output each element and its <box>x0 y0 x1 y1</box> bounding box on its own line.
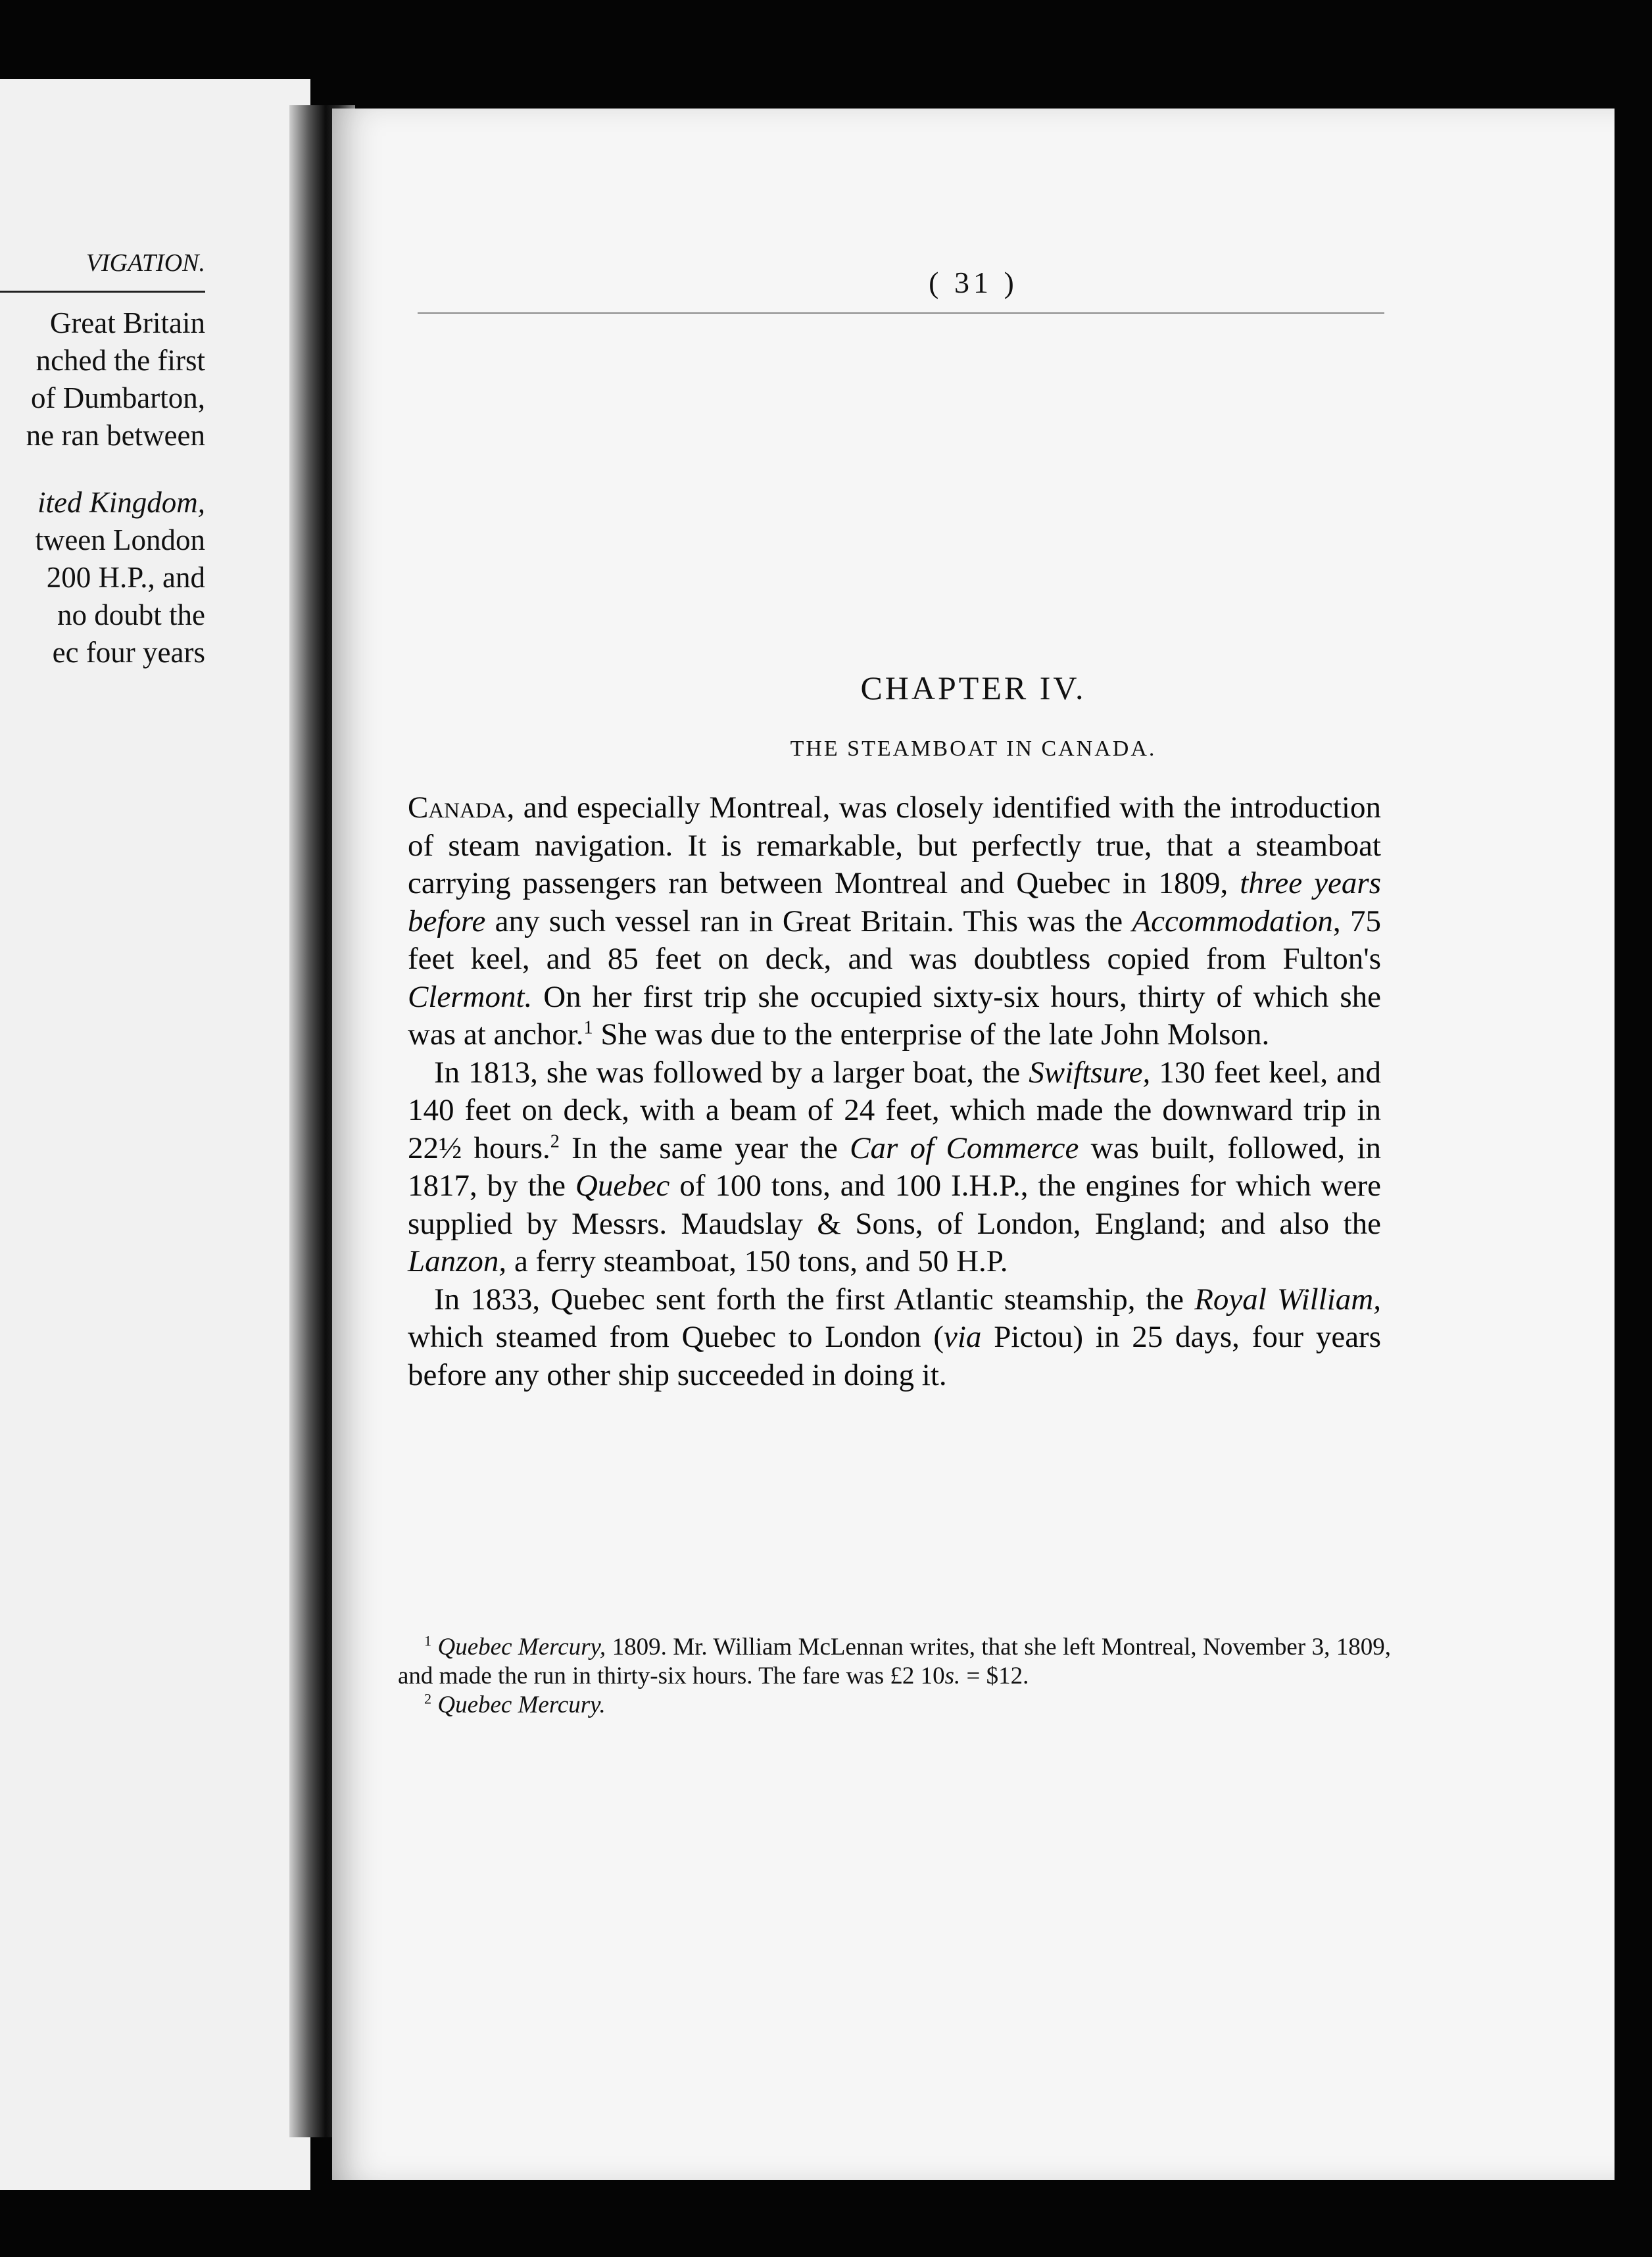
left-text-line: of Dumbarton, <box>31 381 205 414</box>
italic-run: s. <box>944 1662 961 1689</box>
italic-run: Quebec Mercury, <box>437 1634 606 1661</box>
footnote-mark: 2 <box>424 1690 432 1707</box>
text-run: which steamed from Quebec to London ( <box>408 1320 944 1354</box>
body-text <box>408 789 1381 1394</box>
header-rule <box>418 312 1384 314</box>
left-text-line: ited Kingdom, <box>37 486 205 519</box>
page-number: ( 31 ) <box>929 266 1018 299</box>
text-run: She was due to the enterprise of the late John Molson. <box>593 1017 1270 1052</box>
paragraph-2 <box>408 1054 1381 1281</box>
text-run: , 75 feet keel, and 85 feet on deck, and was doubtless copied from Fulton's <box>408 904 1382 976</box>
left-text-line: nched the first <box>36 344 205 377</box>
left-text-line: ec four years <box>52 636 205 669</box>
footnote-ref: 1 <box>583 1017 593 1038</box>
footnotes <box>398 1633 1391 1720</box>
italic-run: Lanzon, <box>408 1244 507 1278</box>
left-text-line: no doubt the <box>57 598 205 631</box>
footnote-ref: 2 <box>550 1130 560 1152</box>
chapter-title: CHAPTER IV. <box>860 669 1086 706</box>
left-head-rule <box>0 291 205 293</box>
text-run: In 1833, Quebec sent forth the first Atlantic steamship, the <box>434 1282 1195 1317</box>
text-run: On her first trip she occupied sixty-six hours, thirty of which she was at anchor. <box>408 979 1381 1052</box>
italic-run: Quebec <box>575 1169 670 1203</box>
footnote-mark: 1 <box>424 1632 432 1649</box>
italic-run: via <box>944 1320 982 1354</box>
text-run: In the same year the <box>559 1130 850 1165</box>
text-run: a ferry steamboat, 150 tons, and 50 H.P. <box>506 1244 1008 1278</box>
footnote-1 <box>398 1633 1391 1691</box>
italic-run: Royal William, <box>1194 1282 1381 1317</box>
italic-run: three years before <box>408 866 1381 938</box>
left-text-line: ne ran between <box>26 419 205 452</box>
italic-run: Swiftsure, <box>1029 1055 1151 1090</box>
text-run: = $12. <box>960 1662 1029 1689</box>
text-run: any such vessel ran in Great Britain. This was the <box>485 904 1132 938</box>
text-run: 1809. Mr. William McLennan writes, that she left Montreal, November 3, 1809, and made the run in thirty-six hours. The fare was £2 10 <box>398 1634 1392 1689</box>
italic-run: Quebec Mercury. <box>437 1691 606 1718</box>
text-run: In 1813, she was followed by a larger boat, the <box>434 1055 1029 1090</box>
chapter-subtitle: THE STEAMBOAT IN CANADA. <box>790 737 1157 761</box>
lead-word: Canada <box>408 790 507 825</box>
italic-run: Accommodation <box>1132 904 1333 938</box>
text-run: of 100 tons, and 100 I.H.P., the engines for which were supplied by Messrs. Maudslay & Sons, of London, England; and also the <box>408 1169 1381 1241</box>
main-page <box>332 109 1615 2180</box>
paragraph-3 <box>408 1281 1381 1395</box>
left-text-line: 200 H.P., and <box>46 561 205 594</box>
text-run: , and especially Montreal, was closely identified with the introduction of steam navigation. It is remarkable, but perfectly true, that a steamboat carrying passengers ran between Montreal and Quebec in 1809, <box>408 790 1381 900</box>
text-run: 130 feet keel, and 140 feet on deck, with a beam of 24 feet, which made the downward trip in 22½ hours. <box>408 1055 1381 1165</box>
left-text-line: Great Britain <box>49 306 205 339</box>
italic-run: Clermont. <box>408 979 533 1014</box>
left-facing-page: VIGATION. Great Britain nched the first of Dumbarton, ne ran between ited Kingdom, tween London 200 H.P., and no doubt the ec four years <box>0 79 310 2190</box>
footnote-2 <box>398 1691 1391 1720</box>
left-text-line: tween London <box>35 523 205 556</box>
text-run: Pictou) in 25 days, four years before any other ship succeeded in doing it. <box>408 1320 1381 1392</box>
paragraph-1 <box>408 789 1381 1054</box>
italic-run: Car of Commerce <box>850 1130 1079 1165</box>
text-run: was built, followed, in 1817, by the <box>408 1130 1382 1203</box>
